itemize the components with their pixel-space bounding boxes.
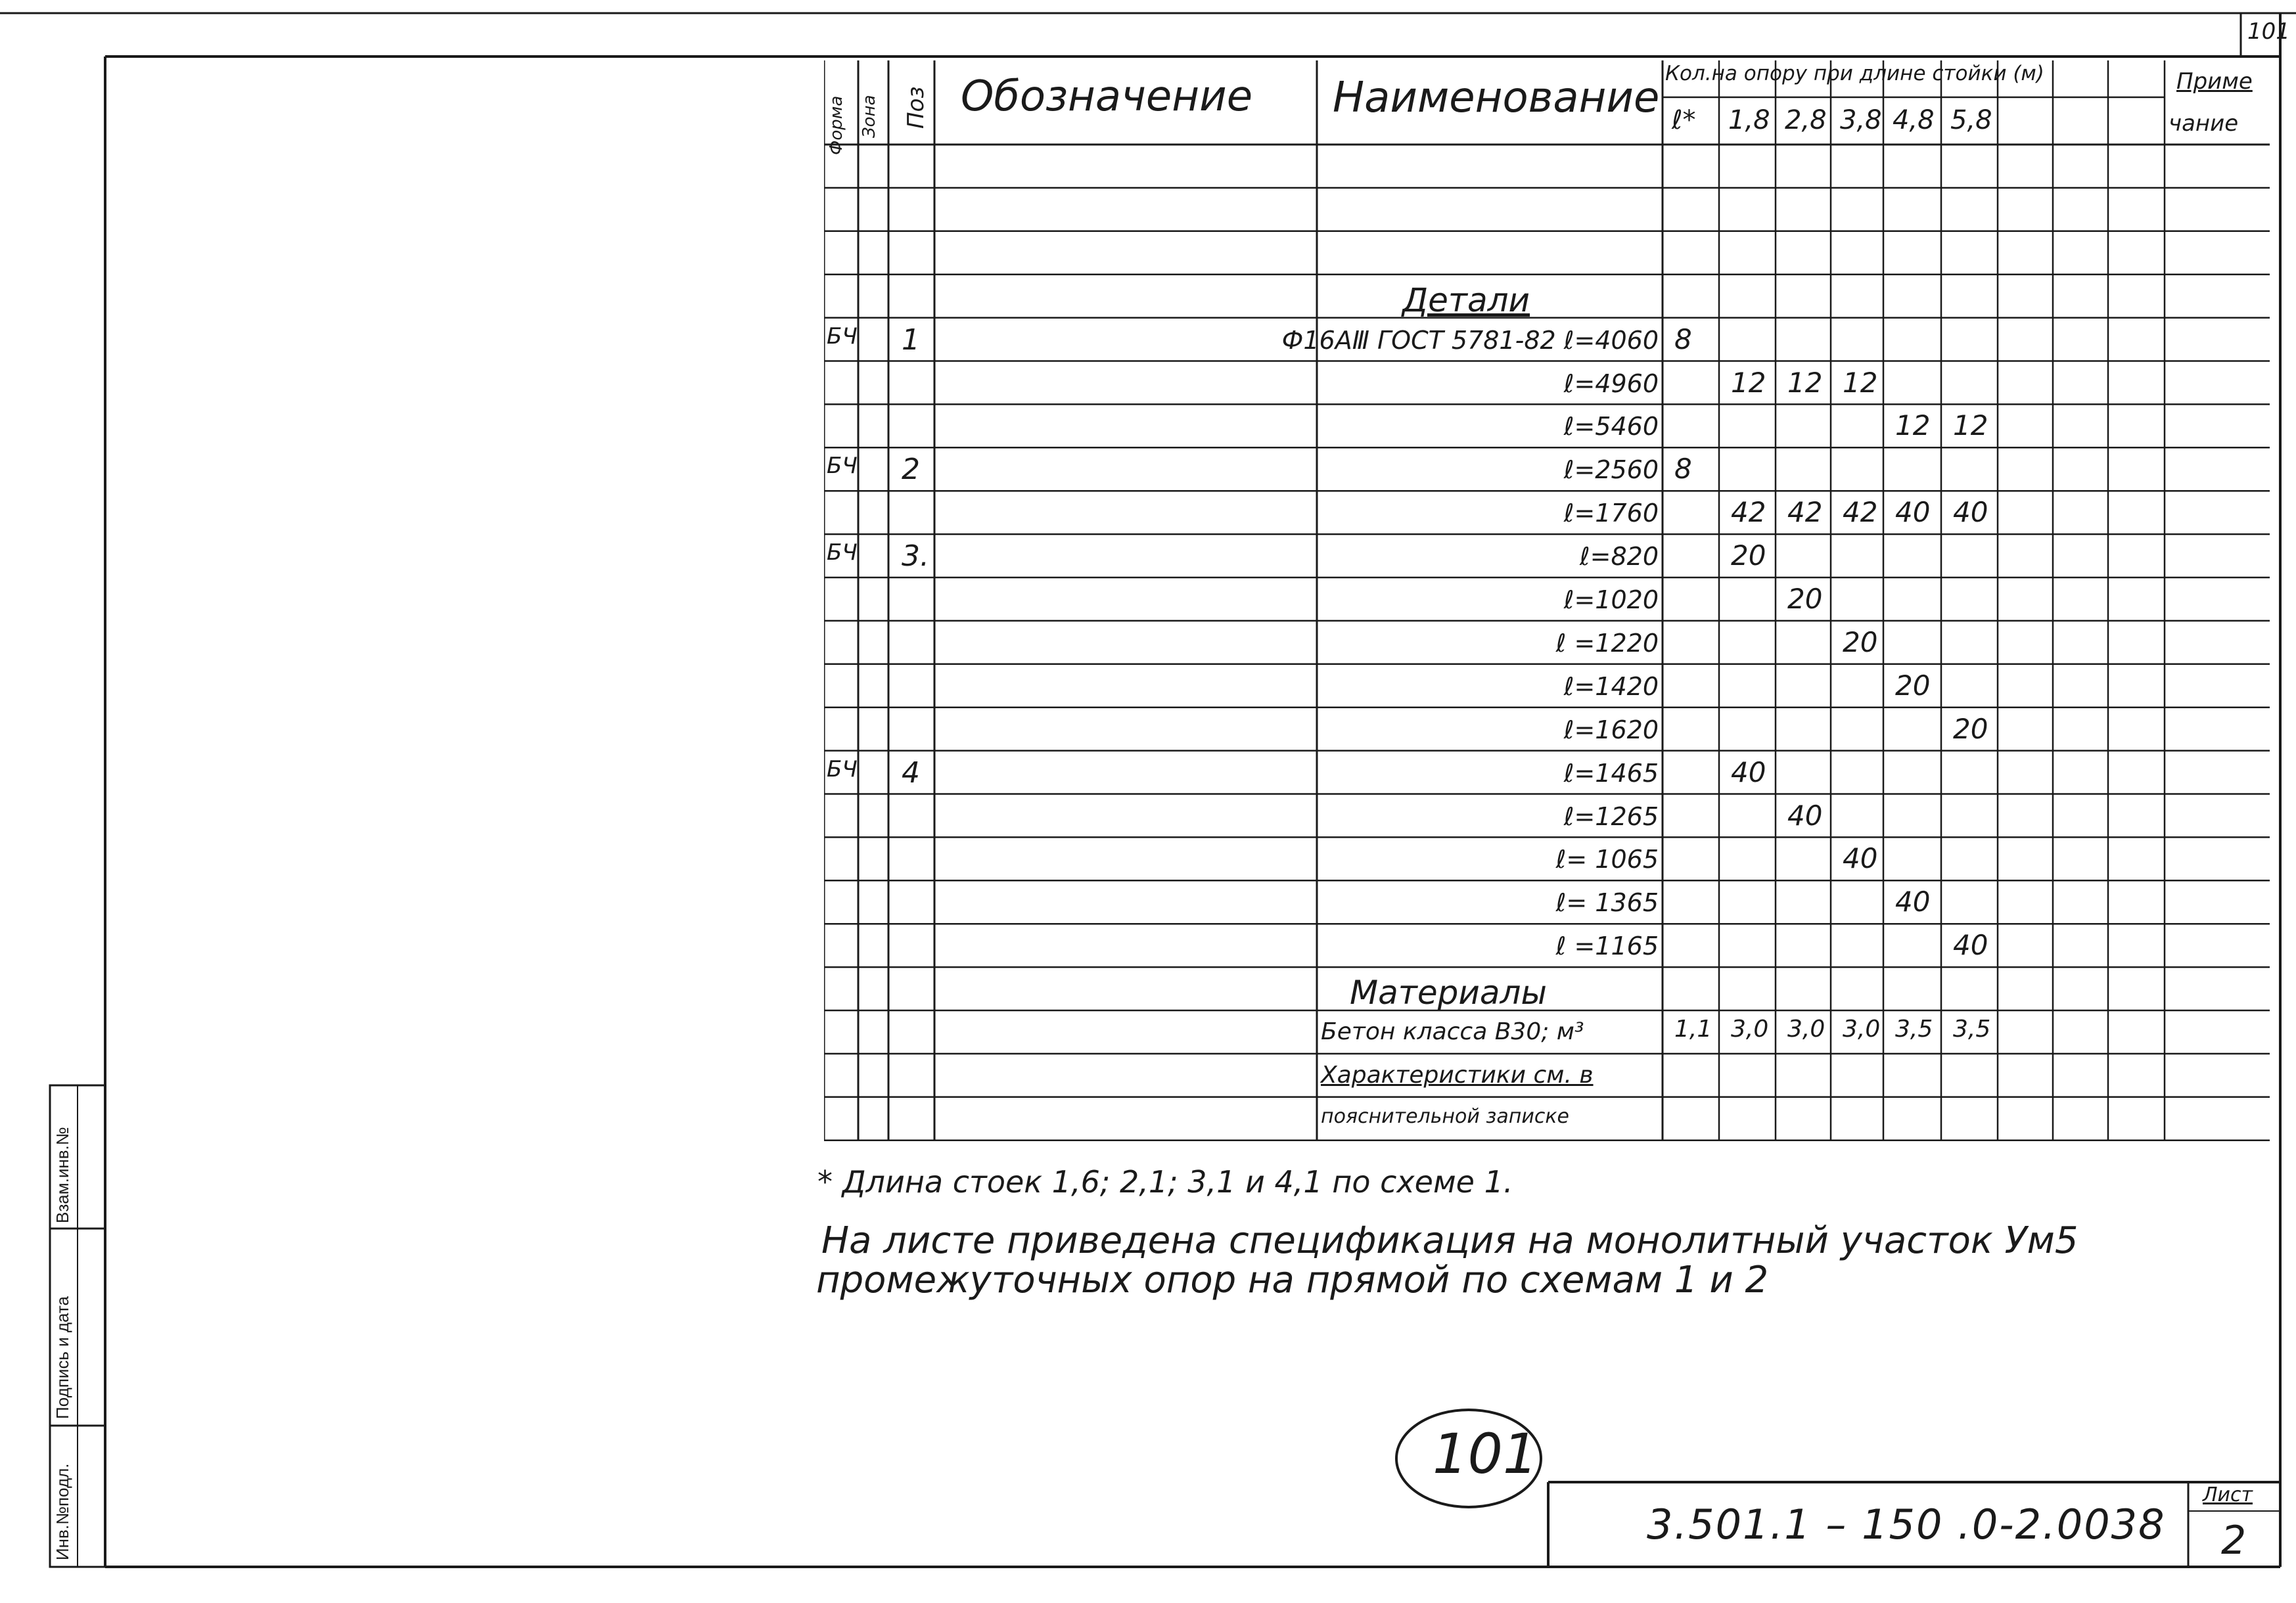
- row-name: ℓ=1465: [1563, 758, 1659, 788]
- drawing-code: 3.501.1 – 150 .0-2.0038: [1647, 1501, 2166, 1548]
- quantity-cell: 40: [1787, 799, 1823, 832]
- quantity-cell: 42: [1787, 496, 1823, 529]
- quantity-cell: 8: [1674, 453, 1692, 485]
- header-zona: Зона: [860, 95, 879, 138]
- quantity-cell: 40: [1953, 496, 1988, 529]
- quantity-cell: 12: [1953, 409, 1988, 442]
- quantity-cell: 40: [1895, 886, 1931, 918]
- quantity-cell: 40: [1843, 842, 1878, 875]
- row-name: ℓ=2560: [1563, 455, 1659, 485]
- header-name: Наименование: [1333, 74, 1660, 122]
- header-qty-group: Кол.на опору при длине стойки (м): [1665, 62, 2044, 85]
- quantity-cell: 3,0: [1843, 1016, 1881, 1043]
- row-position: 1: [902, 323, 920, 357]
- stamp-circle-number: 101: [1433, 1422, 1538, 1486]
- row-position: 3.: [902, 539, 929, 574]
- quantity-cell: 20: [1953, 712, 1988, 745]
- quantity-cell: 8: [1674, 323, 1692, 355]
- row-name: ℓ=820: [1579, 542, 1659, 572]
- row-name: ℓ=1420: [1563, 671, 1659, 701]
- quantity-cell: 20: [1895, 669, 1931, 702]
- row-form: БЧ: [827, 539, 858, 566]
- row-name: ℓ =1165: [1555, 932, 1659, 961]
- row-position: 2: [902, 453, 920, 487]
- qty-column-header: 5,8: [1950, 105, 1992, 135]
- quantity-cell: 12: [1895, 409, 1931, 442]
- row-form: БЧ: [827, 756, 858, 782]
- row-name: ℓ= 1065: [1555, 845, 1659, 874]
- quantity-cell: 1,1: [1674, 1016, 1712, 1043]
- header-note-2: чание: [2169, 110, 2239, 137]
- row-name: ℓ=1020: [1563, 585, 1659, 614]
- quantity-cell: 40: [1731, 756, 1766, 788]
- qty-column-header: ℓ*: [1672, 105, 1696, 135]
- sheet-number: 2: [2221, 1518, 2247, 1564]
- row-name: Характеристики см. в: [1321, 1061, 1594, 1089]
- section-heading: Материалы: [1350, 974, 1547, 1012]
- row-form: БЧ: [827, 453, 858, 480]
- note-line-2: промежуточных опор на прямой по схемам 1 и 2: [816, 1259, 1769, 1301]
- table-grid: [824, 60, 2270, 1164]
- row-name: ℓ=1265: [1563, 802, 1659, 831]
- specification-table: [824, 60, 2270, 1164]
- row-name: ℓ=4960: [1563, 369, 1659, 398]
- qty-column-header: 2,8: [1785, 105, 1827, 135]
- quantity-cell: 12: [1731, 366, 1766, 399]
- qty-column-header: 4,8: [1893, 105, 1935, 135]
- quantity-cell: 42: [1843, 496, 1878, 529]
- row-name: ℓ=5460: [1563, 412, 1659, 441]
- qty-column-header: 1,8: [1728, 105, 1770, 135]
- row-name: ℓ=1760: [1563, 499, 1659, 528]
- header-poz: Поз: [903, 86, 929, 129]
- quantity-cell: 12: [1787, 366, 1823, 399]
- quantity-cell: 40: [1953, 929, 1988, 962]
- row-form: БЧ: [827, 323, 858, 350]
- quantity-cell: 20: [1843, 625, 1878, 658]
- note-line-1: На листе приведена спецификация на монолитный участок Ум5: [821, 1219, 2078, 1262]
- row-name: Ф16АⅢ ГОСТ 5781-82 ℓ=4060: [1281, 325, 1659, 355]
- side-stamp-signature: Подпись и дата: [53, 1296, 72, 1419]
- quantity-cell: 3,0: [1731, 1016, 1769, 1043]
- corner-page-number: 101: [2247, 18, 2290, 45]
- side-stamp-replacement: Взам.инв.№: [53, 1127, 72, 1223]
- quantity-cell: 40: [1895, 496, 1931, 529]
- quantity-cell: 3,0: [1787, 1016, 1825, 1043]
- row-name: пояснительной записке: [1321, 1104, 1569, 1128]
- header-designation: Обозначение: [961, 72, 1253, 121]
- row-name: Бетон класса В30; м³: [1321, 1018, 1584, 1045]
- quantity-cell: 42: [1731, 496, 1766, 529]
- side-stamp-inv: Инв.№подл.: [53, 1463, 72, 1560]
- footnote: * Длина стоек 1,6; 2,1; 3,1 и 4,1 по схеме 1.: [817, 1164, 1513, 1200]
- quantity-cell: 20: [1731, 539, 1766, 572]
- row-name: ℓ=1620: [1563, 715, 1659, 744]
- quantity-cell: 20: [1787, 583, 1823, 615]
- quantity-cell: 12: [1843, 366, 1878, 399]
- header-note-1: Приме: [2176, 68, 2253, 95]
- sheet-label: Лист: [2203, 1483, 2253, 1506]
- quantity-cell: 3,5: [1953, 1016, 1991, 1043]
- header-forma: Форма: [827, 95, 846, 155]
- quantity-cell: 3,5: [1895, 1016, 1933, 1043]
- section-heading: Детали: [1402, 281, 1530, 319]
- row-name: ℓ= 1365: [1555, 888, 1659, 918]
- row-name: ℓ =1220: [1555, 628, 1659, 658]
- row-position: 4: [902, 756, 920, 790]
- qty-column-header: 3,8: [1840, 105, 1882, 135]
